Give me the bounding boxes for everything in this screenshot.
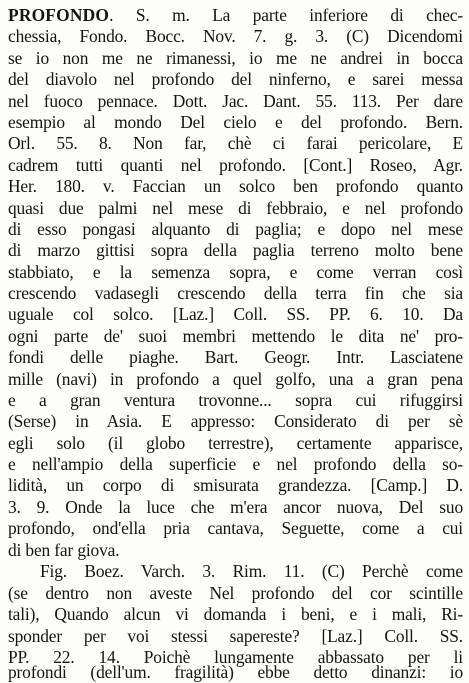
text-line: crescendo vadasegli crescendo della terra fin che sia — [8, 283, 463, 303]
line-text: . S. m. La parte inferiore di chec- — [109, 5, 463, 25]
text-line: sponder per voi stessi sapereste? [Laz.] Coll. SS. — [8, 626, 463, 646]
text-line: mille (navi) in profondo a quel golfo, una a gran pena — [8, 369, 463, 389]
text-line: 3. 9. Onde la luce che m'era ancor nuova, Del suo — [8, 497, 463, 517]
text-line: profondi (dell'um. fragilità) ebbe detto dinanzi: io — [8, 662, 463, 682]
text-line: se io non me ne rimanessi, io me ne andrei in bocca — [8, 48, 463, 68]
text-line: di ben far giova. — [8, 540, 120, 560]
headword: PROFONDO — [8, 5, 110, 25]
text-line: ogni parte de' suoi membri mettendo le dita ne' pro- — [8, 326, 463, 346]
text-line: (Serse) in Asia. E appresso: Considerato di per sè — [8, 411, 463, 431]
text-line: lidità, un corpo di smisurata grandezza. [Camp.] D. — [8, 475, 463, 495]
text-line: quasi due palmi nel mese di febbraio, e nel profondo — [8, 198, 463, 218]
text-line: Her. 180. v. Faccian un solco ben profondo quanto — [8, 176, 463, 196]
text-line: uguale col solco. [Laz.] Coll. SS. PP. 6. 10. Da — [8, 304, 463, 324]
text-line: chessia, Fondo. Bocc. Nov. 7. g. 3. (C) Dicendomi — [8, 26, 463, 46]
text-line: del diavolo nel profondo del ninferno, e sarei messa — [8, 69, 463, 89]
text-line: e nell'ampio della superficie e nel profondo della so- — [8, 454, 463, 474]
text-line: fondi delle piaghe. Bart. Geogr. Intr. Lasciatene — [8, 347, 463, 367]
text-line: Fig. Boez. Varch. 3. Rim. 11. (C) Perchè come — [40, 561, 463, 581]
text-line: nel fuoco pennace. Dott. Jac. Dant. 55. 113. Per dare — [8, 91, 463, 111]
text-line: di marzo gittisi sopra della paglia terreno molto bene — [8, 240, 463, 260]
text-line: tali), Quando alcun vi domanda i beni, e i mali, Ri- — [8, 604, 463, 624]
text-line: Orl. 55. 8. Non far, chè ci farai pericolare, E — [8, 133, 463, 153]
text-line: cadrem tutti quanti nel profondo. [Cont.] Roseo, Agr. — [8, 155, 463, 175]
text-line: e a gran ventura trovonne... sopra cui rifuggirsi — [8, 390, 463, 410]
text-line: (se dentro non aveste Nel profondo del cor scintille — [8, 583, 463, 603]
text-line: esempio al mondo Del cielo e del profondo. Bern. — [8, 112, 463, 132]
text-line: di esso pongasi alquanto di paglia; e dopo nel mese — [8, 219, 463, 239]
text-line: PP. 22. 14. Poichè lungamente abbassato per li — [8, 647, 463, 667]
text-line: egli solo (il globo terrestre), certamente apparisce, — [8, 433, 463, 453]
text-line: stabbiato, e la semenza sopra, e come verran così — [8, 262, 463, 282]
text-line: profondo, ond'ella pria cantava, Seguette, come a cui — [8, 518, 463, 538]
